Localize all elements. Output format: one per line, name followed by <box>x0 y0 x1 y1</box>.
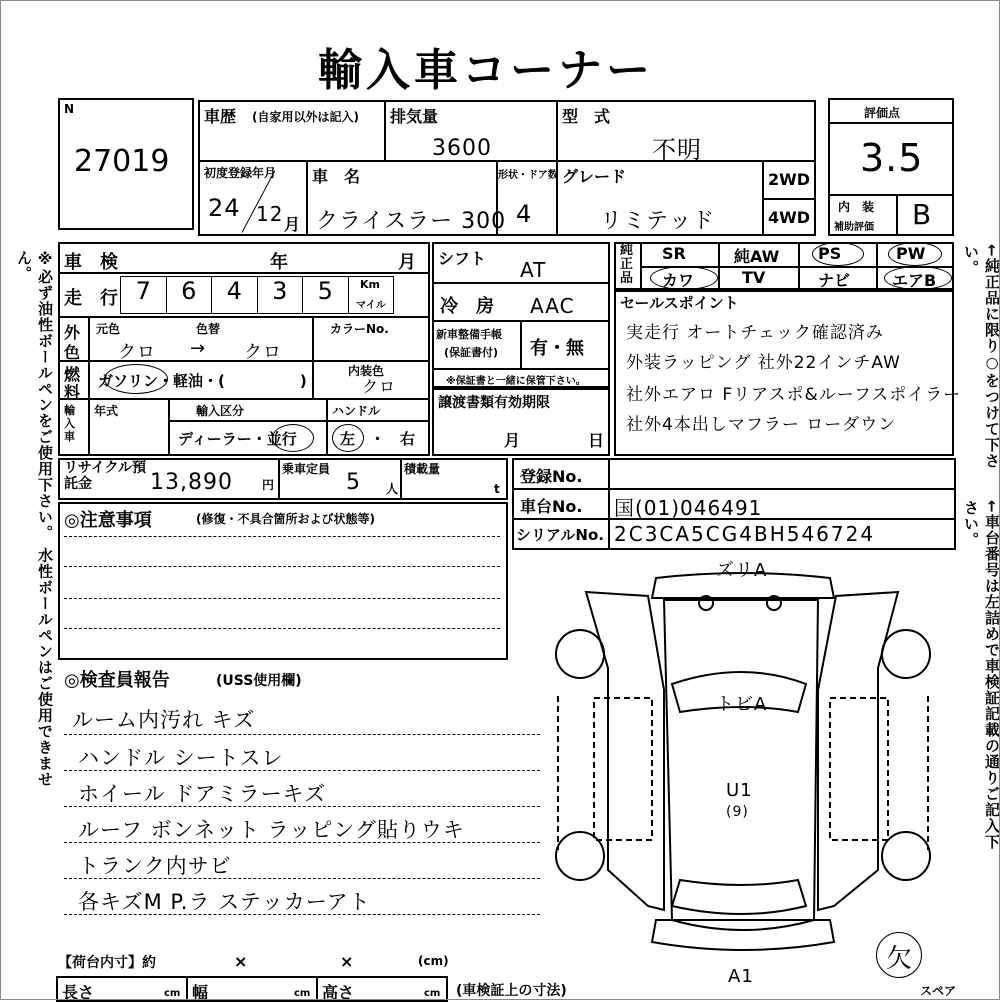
handle-value: 左 ・ 右 <box>340 430 416 448</box>
grade-label: グレード <box>562 167 627 186</box>
import-division-label: 輸入区分 <box>196 404 245 418</box>
orig-color-label: 元色 <box>96 322 121 336</box>
displacement-value: 3600 <box>432 136 492 161</box>
dims-width-unit: cm <box>294 988 311 999</box>
aircon-label: 冷 房 <box>440 296 494 317</box>
doors-label: 形状・ドア数 <box>498 170 558 181</box>
fuel-label-a: 燃 <box>64 365 81 384</box>
inspector-line: ルーム内汚れ キズ <box>72 708 256 732</box>
fuel-label-b: 料 <box>64 383 81 402</box>
aircon-value: AAC <box>530 294 575 318</box>
color-arrow: → <box>190 338 207 359</box>
cargo-unit: (cm) <box>418 954 449 968</box>
mileage-digit: 3 <box>258 277 304 313</box>
inspector-sub: (USS使用欄) <box>216 673 302 689</box>
first-reg-month: 12 <box>256 202 284 226</box>
inspection-month: 月 <box>398 252 416 273</box>
interior-label: 内 装 <box>838 200 875 214</box>
lot-box <box>58 98 194 230</box>
car-name-label: 車 名 <box>312 167 361 186</box>
first-reg-month-unit: 月 <box>284 215 301 234</box>
manual-note: ※保証書と一緒に保管下さい。 <box>446 376 586 387</box>
registration-label: 登録No. <box>520 467 583 486</box>
history-note: (自家用以外は記入) <box>252 110 359 124</box>
interior-sub: 補助評価 <box>834 222 874 233</box>
car-name-value: クライスラー 300 <box>316 209 507 234</box>
mileage-digits <box>120 276 394 314</box>
interior-value: B <box>912 198 933 231</box>
grade-value: リミテッド <box>600 209 716 234</box>
drive-4wd: 4WD <box>768 208 811 227</box>
sales-point-line: 外装ラッピング 社外22インチAW <box>626 353 901 373</box>
car-diagram <box>548 560 938 980</box>
sales-point-line: 社外エアロ Fリアスポ&ルーフスポイラー <box>626 385 962 405</box>
doors-value: 4 <box>516 200 533 228</box>
interior-color-label: 内装色 <box>348 364 385 378</box>
new-color: クロ <box>244 342 282 363</box>
right-side-note-bottom: ←車台番号は左詰めで車検証記載の通りご記入下さい。 <box>962 500 1001 850</box>
recycle-value: 13,890 <box>150 470 233 495</box>
form-title: 輸入車コーナー <box>318 45 654 96</box>
displacement-label: 排気量 <box>390 107 439 126</box>
mileage-digit: 4 <box>212 277 258 313</box>
model-value: 不明 <box>652 136 702 164</box>
sales-point-line: 実走行 オートチェック確認済み <box>626 323 884 343</box>
chassis-value: 国(01)046491 <box>614 496 763 520</box>
equip-leather: カワ <box>662 271 695 290</box>
import-year-label: 年式 <box>94 404 119 418</box>
changed-color-label: 色替 <box>196 322 221 336</box>
diagram-rear-note: A1 <box>728 966 754 987</box>
exterior-label-b: 色 <box>64 343 81 362</box>
orig-color: クロ <box>118 342 156 363</box>
capacity-value: 5 <box>346 470 361 495</box>
diagram-windshield-note: トビA <box>716 694 768 715</box>
dims-height-unit: cm <box>424 988 441 999</box>
import-label: 輸入車 <box>64 404 75 443</box>
mileage-unit-km: Km <box>360 278 380 291</box>
serial-label: シリアルNo. <box>516 526 604 544</box>
inspection-year: 年 <box>270 252 288 273</box>
recycle-label: リサイクル預託金 <box>64 460 147 492</box>
import-division-value: ディーラー・並行 <box>178 430 297 448</box>
lot-corner: N <box>64 102 75 116</box>
equip-pw: PW <box>896 244 926 263</box>
left-side-note: ※必ず油性ボールペンをご使用下さい。 水性ボールペンはご使用できません。 <box>15 250 54 788</box>
equip-sr: SR <box>662 244 686 263</box>
lot-number: 27019 <box>74 144 170 179</box>
spare-label: スペア <box>920 984 957 998</box>
equip-ps: PS <box>818 244 842 263</box>
interior-color-value: クロ <box>362 377 397 396</box>
load-unit: t <box>494 482 500 496</box>
color-code-label: カラーNo. <box>330 322 389 336</box>
mileage-digit: 7 <box>121 277 167 313</box>
exterior-label-a: 外 <box>64 323 81 342</box>
equipment-side-label: 純正品 <box>620 243 634 286</box>
mileage-unit-mile: マイル <box>356 300 386 311</box>
inspector-line: ホイール ドアミラーキズ <box>78 782 327 806</box>
dims-width: 幅 <box>192 983 209 1002</box>
manual-value: 有・無 <box>530 338 584 359</box>
cargo-label: 【荷台内寸】約 <box>58 955 156 971</box>
score-label: 評価点 <box>864 106 901 120</box>
inspector-label: ◎検査員報告 <box>64 670 170 691</box>
diagram-front-note: ズリA <box>716 560 768 581</box>
manual-sub: (保証書付) <box>444 346 499 359</box>
shift-value: AT <box>520 258 547 282</box>
equip-navi: ナビ <box>818 271 851 290</box>
capacity-label: 乗車定員 <box>282 462 331 476</box>
transfer-month: 月 <box>504 431 521 450</box>
chassis-label: 車台No. <box>520 497 583 516</box>
spare-status: 欠 <box>886 944 914 974</box>
notes-sub: (修復・不具合箇所および状態等) <box>196 512 375 526</box>
dims-height: 高さ <box>322 983 355 1002</box>
load-label: 積載量 <box>404 462 441 476</box>
dims-length: 長さ <box>62 983 95 1002</box>
dims-note: (車検証上の寸法) <box>456 983 567 999</box>
score-value: 3.5 <box>860 136 924 180</box>
inspector-line: ハンドル シートスレ <box>78 746 284 770</box>
diagram-roof-sub: (9) <box>726 804 749 820</box>
cargo-x2: × <box>340 952 354 971</box>
mileage-label: 走 行 <box>64 288 118 309</box>
manual-label: 新車整備手帳 <box>436 328 502 341</box>
dims-length-unit: cm <box>164 988 181 999</box>
diagram-roof-note: U1 <box>726 780 753 801</box>
right-side-note-top: ←純正品に限り○をつけて下さい。 <box>962 244 1001 469</box>
sales-points-label: セールスポイント <box>620 294 739 312</box>
serial-value: 2C3CA5CG4BH546724 <box>614 522 876 546</box>
history-label: 車歴 <box>204 107 237 126</box>
transfer-label: 譲渡書類有効期限 <box>438 395 550 411</box>
sales-point-line: 社外4本出しマフラー ローダウン <box>626 415 897 435</box>
shift-label: シフト <box>438 249 487 268</box>
handle-label: ハンドル <box>332 404 381 418</box>
fuel-options: ガソリン・軽油・( ) <box>98 372 307 390</box>
inspection-label: 車 検 <box>64 252 118 273</box>
inspector-line: トランク内サビ <box>78 854 232 878</box>
first-reg-label: 初度登録年月 <box>204 166 277 180</box>
model-label: 型 式 <box>562 107 611 126</box>
drive-2wd: 2WD <box>768 170 811 189</box>
capacity-unit: 人 <box>386 482 399 496</box>
equip-tv: TV <box>742 268 766 287</box>
notes-label: ◎注意事項 <box>64 510 152 531</box>
dims-block <box>56 976 448 1002</box>
mileage-digit: 5 <box>303 277 349 313</box>
equip-aw: 純AW <box>734 247 780 266</box>
equip-airbag: エアB <box>892 271 937 290</box>
cargo-x1: × <box>234 952 248 971</box>
transfer-day: 日 <box>588 431 605 450</box>
mileage-digit: 6 <box>167 277 213 313</box>
inspector-line: 各キズM P.ラ ステッカーアト <box>78 890 371 914</box>
recycle-unit: 円 <box>262 478 275 492</box>
first-reg-year: 24 <box>208 194 241 222</box>
inspector-line: ルーフ ボンネット ラッピング貼りウキ <box>78 818 465 842</box>
